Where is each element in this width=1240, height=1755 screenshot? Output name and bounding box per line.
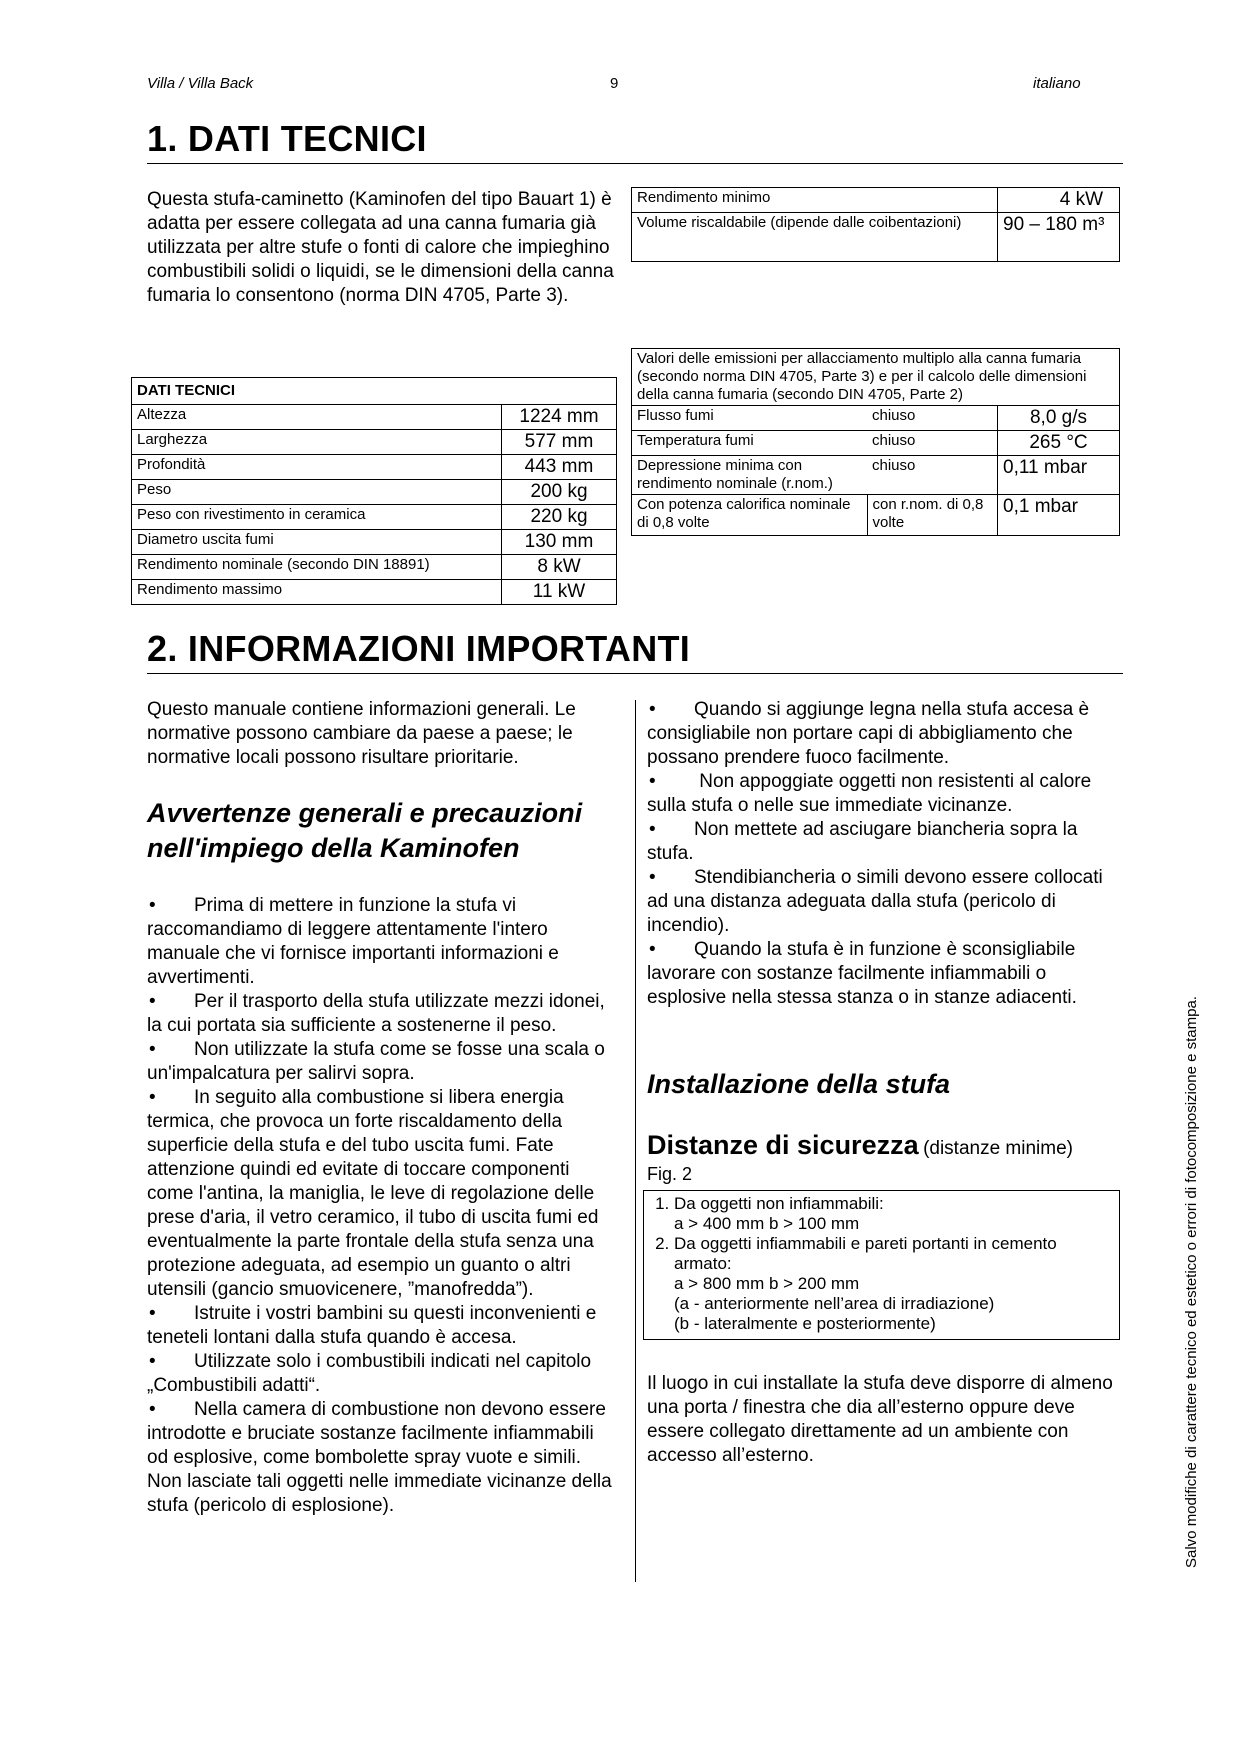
table-heading-row: DATI TECNICI xyxy=(132,378,617,405)
section1-rule xyxy=(147,163,1123,164)
section2-rule xyxy=(147,673,1123,674)
header-language: italiano xyxy=(1033,75,1081,92)
distance-box xyxy=(643,1190,1120,1340)
right-bullet-list xyxy=(647,698,1125,1010)
list-item: • Istruite i vostri bambini su questi inconvenienti e teneteli lontani dalla stufa quando è accesa. xyxy=(147,1303,597,1348)
left-bullet-list xyxy=(147,894,617,1518)
column-separator xyxy=(635,700,636,1582)
table-row: Con potenza calorifica nominale di 0,8 volte con r.nom. di 0,8 volte 0,1 mbar xyxy=(632,495,1120,536)
table-row: Peso con rivestimento in ceramica 220 kg xyxy=(132,505,617,530)
list-item: • Non mettete ad asciugare biancheria sopra la stufa. xyxy=(647,819,1078,864)
bullet-icon: • xyxy=(149,1303,156,1324)
bullet-icon: • xyxy=(149,1399,156,1420)
list-item: • Quando la stufa è in funzione è sconsigliabile lavorare con sostanze facilmente infiammabili o esplosive nella stessa stanza o in stanze adiacenti. xyxy=(647,939,1077,1008)
warnings-title: Avvertenze generali e precauzioni nell'impiego della Kaminofen xyxy=(147,798,583,863)
bullet-icon: • xyxy=(649,939,656,960)
section1-intro: Questa stufa-caminetto (Kaminofen del tipo Bauart 1) è adatta per essere collegata ad una canna fumaria già utilizzata per altre stufe o fonti di calore che impieghino combustibili solidi o liquidi, se le dimensioni della canna fumaria lo consentono (norma DIN 4705, Parte 3). xyxy=(147,189,614,306)
bullet-icon: • xyxy=(149,1087,156,1108)
header-title: Villa / Villa Back xyxy=(147,75,254,92)
list-item: • In seguito alla combustione si libera energia termica, che provoca un forte riscaldamento della superficie della stufa e del tubo uscita fumi. Fate attenzione quindi ed evitate di toccare componenti come l'antina, la maniglia, le leve di regolazione delle prese d'aria, il vetro ceramico, il tubo di uscita fumi ed eventualmente la parte frontale della stufa senza una protezione adeguata, ad esempio un guanto o altri utensili (gancio smuovicenere, ”manofredda”). xyxy=(147,1087,599,1300)
emission-table xyxy=(631,348,1120,536)
bullet-icon: • xyxy=(649,771,656,792)
list-item: • Non utilizzate la stufa come se fosse una scala o un'impalcatura per salirvi sopra. xyxy=(147,1039,605,1084)
table-row: Rendimento nominale (secondo DIN 18891) 8 kW xyxy=(132,555,617,580)
bullet-icon: • xyxy=(149,991,156,1012)
list-item: • Stendibiancheria o simili devono essere collocati ad una distanza adeguata dalla stufa (pericolo di incendio). xyxy=(647,867,1103,936)
bullet-icon: • xyxy=(649,699,656,720)
power-table xyxy=(631,187,1120,262)
list-item: • Utilizzate solo i combustibili indicati nel capitolo „Combustibili adatti“. xyxy=(147,1351,592,1396)
left-column xyxy=(147,698,617,1518)
table-row: Volume riscaldabile (dipende dalle coibentazioni) 90 – 180 m³ xyxy=(632,213,1120,262)
figure-label: Fig. 2 xyxy=(647,1164,693,1184)
table-row: Flusso fumi chiuso 8,0 g/s xyxy=(632,406,1120,431)
distance-title: Distanze di sicurezza xyxy=(647,1130,919,1160)
side-note: Salvo modifiche di carattere tecnico ed estetico o errori di fotocomposizione e stampa. xyxy=(1183,996,1200,1568)
right-column xyxy=(647,698,1125,1010)
bullet-icon: • xyxy=(149,895,156,916)
table-row: Peso 200 kg xyxy=(132,480,617,505)
list-item: 1. Da oggetti non infiammabili: a > 400 mm b > 100 mm xyxy=(674,1194,1119,1234)
bullet-icon: • xyxy=(649,867,656,888)
page-number: 9 xyxy=(610,75,619,92)
table-row: Rendimento minimo 4 kW xyxy=(632,188,1120,213)
list-item: • Non appoggiate oggetti non resistenti al calore sulla stufa o nelle sue immediate vicinanze. xyxy=(647,771,1092,816)
list-item: • Nella camera di combustione non devono essere introdotte e bruciate sostanze facilmente infiammabili od esplosive, come bombolette spray vuote e simili. Non lasciate tali oggetti nelle immediate vicinanze della stufa (pericolo di esplosione). xyxy=(147,1399,612,1516)
list-item: • Per il trasporto della stufa utilizzate mezzi idonei, la cui portata sia sufficiente a sostenerne il peso. xyxy=(147,991,605,1036)
tech-data-table xyxy=(131,377,617,605)
bullet-icon: • xyxy=(149,1039,156,1060)
bullet-icon: • xyxy=(649,819,656,840)
list-item: 2. Da oggetti infiammabili e pareti portanti in cemento armato: a > 800 mm b > 200 mm (a - anteriormente nell’area di irradiazione) (b - lateralmente e posteriormente) xyxy=(674,1234,1119,1334)
bullet-icon: • xyxy=(149,1351,156,1372)
table-row: Diametro uscita fumi 130 mm xyxy=(132,530,617,555)
section1-title: 1. DATI TECNICI xyxy=(147,118,427,159)
table-row: Profondità 443 mm xyxy=(132,455,617,480)
list-item: • Prima di mettere in funzione la stufa vi raccomandiamo di leggere attentamente l'intero manuale che vi fornisce importanti informazioni e avvertimenti. xyxy=(147,895,559,988)
table-row: Rendimento massimo 11 kW xyxy=(132,580,617,605)
list-item: • Quando si aggiunge legna nella stufa accesa è consigliabile non portare capi di abbigliamento che possano prendere fuoco facilmente. xyxy=(647,699,1090,768)
table-heading-row: Valori delle emissioni per allacciamento multiplo alla canna fumaria (secondo norma DIN 4705, Parte 3) e per il calcolo delle dimensioni della canna fumaria (secondo DIN 4705, Parte 2) xyxy=(632,349,1120,406)
table-row: Depressione minima con rendimento nominale (r.nom.) chiuso 0,11 mbar xyxy=(632,456,1120,495)
section2-title: 2. INFORMAZIONI IMPORTANTI xyxy=(147,628,691,669)
distance-subtitle: (distanze minime) xyxy=(923,1138,1073,1159)
table-row: Larghezza 577 mm xyxy=(132,430,617,455)
table-row: Altezza 1224 mm xyxy=(132,405,617,430)
room-text: Il luogo in cui installate la stufa deve disporre di almeno una porta / finestra che dia all’esterno oppure deve essere collegato direttamente ad un ambiente con accesso all’esterno. xyxy=(647,1373,1113,1466)
section2-intro: Questo manuale contiene informazioni generali. Le normative possono cambiare da paese a paese; le normative locali possono risultare prioritarie. xyxy=(147,699,576,768)
distance-heading xyxy=(647,1130,1073,1161)
table-row: Temperatura fumi chiuso 265 °C xyxy=(632,431,1120,456)
install-title: Installazione della stufa xyxy=(647,1069,951,1099)
